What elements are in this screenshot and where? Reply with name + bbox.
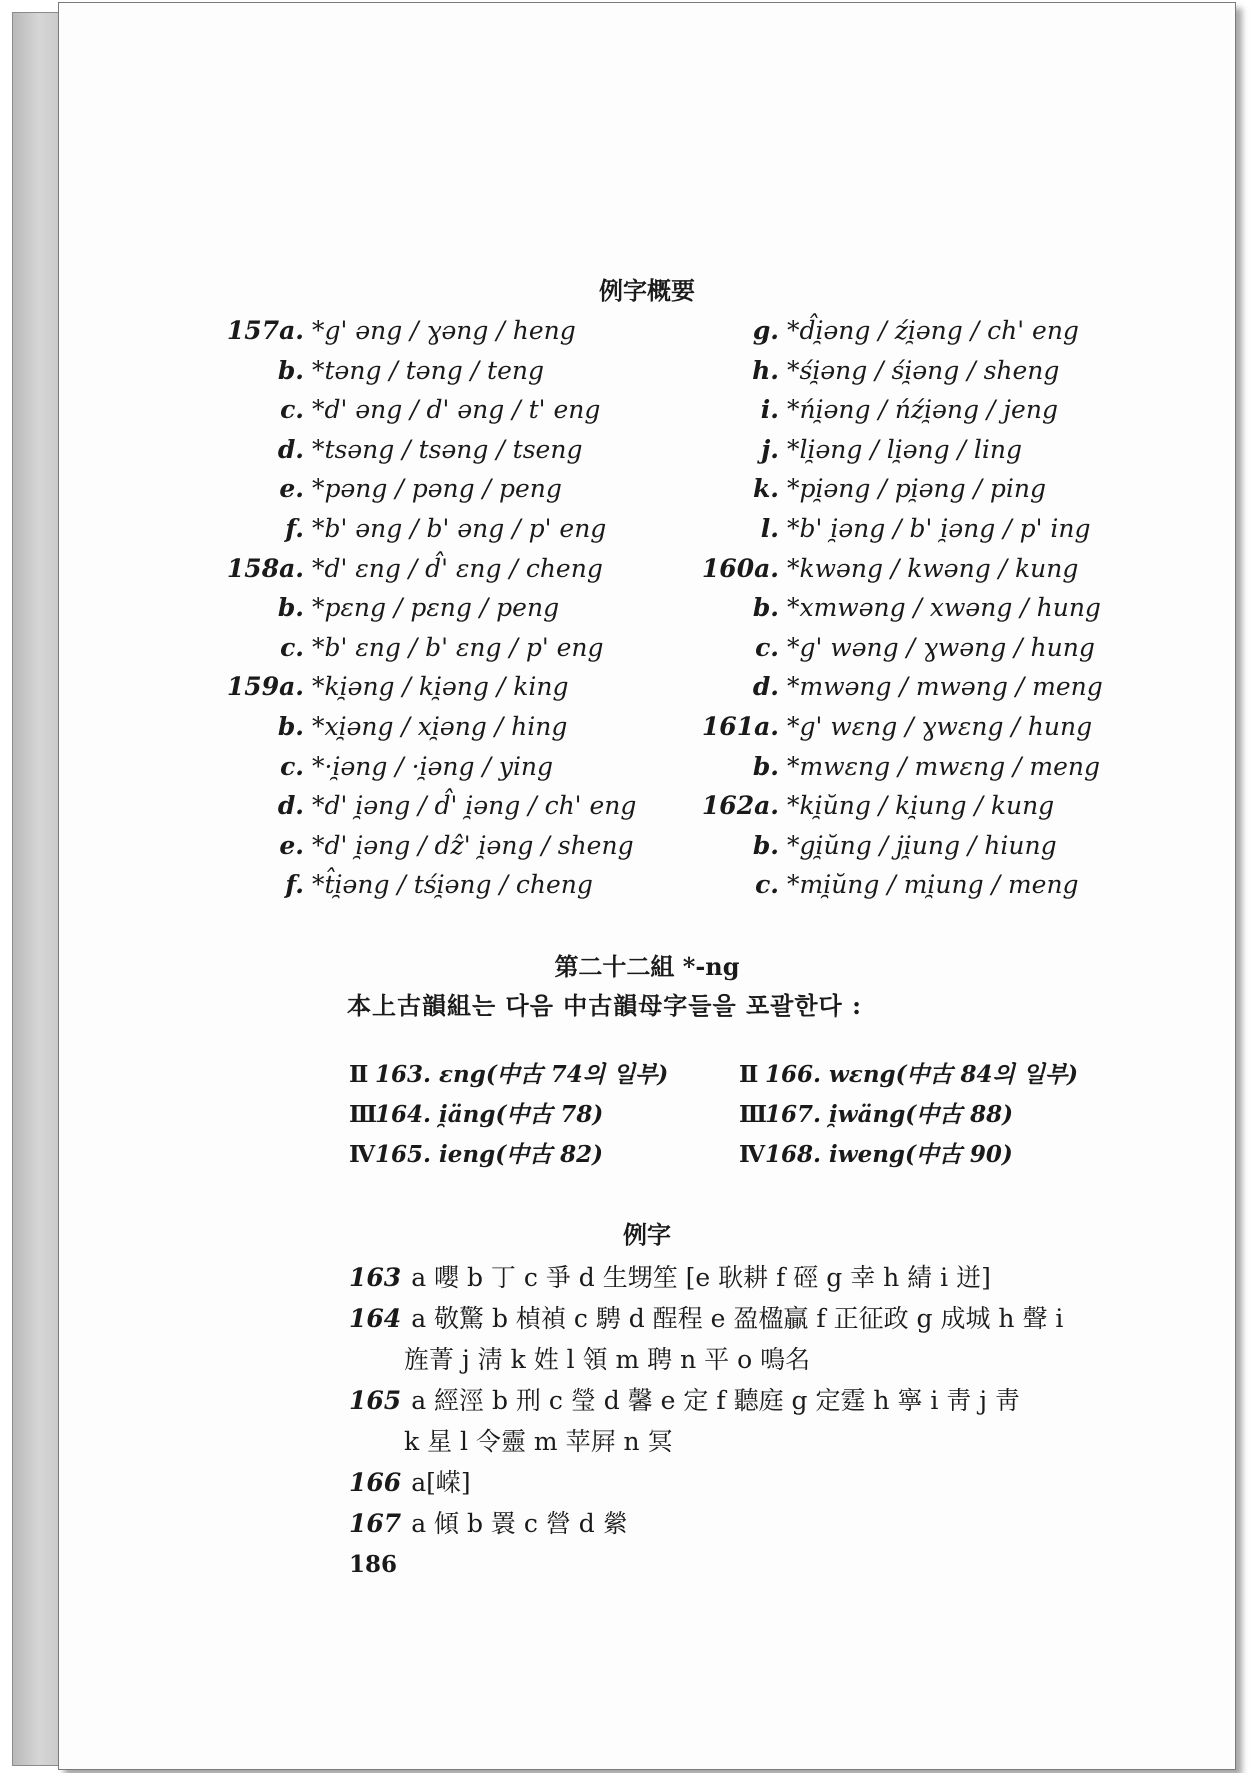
summary-row: b. *xi̯əng / xi̯əng / hing [277,711,568,741]
section-heading: 第二十二組 *-ng [554,952,740,981]
summary-row: b. *xmwəng / xwəng / hung [752,593,1101,623]
summary-row: e. *pəng / pəng / peng [279,474,562,504]
summary-row: b. *gi̯ŭng / ji̯ung / hiung [752,830,1057,860]
summary-row: 161a. *g' wɛng / ɣwɛng / hung [701,711,1093,741]
example-line: 旌菁 j 淸 k 姓 l 領 m 聘 n 平 o 鳴名 [404,1345,811,1374]
summary-row: 157a. *g' əng / ɣəng / heng [226,316,576,345]
example-line: k 星 l 令靈 m 苹屛 n 冥 [404,1427,673,1456]
rhyme-row: Ⅱ 166. wɛng(中古 84의 일부) [739,1061,1079,1088]
summary-row: d. *mwəng / mwəng / meng [752,672,1103,702]
summary-row: l. *b' i̯əng / b' i̯əng / p' ing [760,513,1091,543]
summary-row: b. *pɛng / pɛng / peng [277,593,560,623]
summary-row: k. *pi̯əng / pi̯əng / ping [752,474,1047,504]
example-line: 163 a 嚶 b 丁 c 爭 d 生甥笙 [e 耿耕 f 硜 g 幸 h 綪 i 迸] [349,1263,991,1292]
summary-row: b. *mwɛng / mwɛng / meng [752,751,1100,781]
rhyme-row: Ⅲ164. i̯äng(中古 78) [349,1101,604,1128]
rhyme-left-column [349,1055,668,1175]
summary-title: 例字概要 [599,276,695,305]
page-number: 186 [349,1551,398,1578]
summary-row: 160a. *kwəng / kwəng / kung [701,553,1079,583]
rhyme-right-column [739,1055,1078,1175]
summary-row: c. *d' əng / d' əng / t' eng [280,395,601,425]
example-line: 164 a 敬驚 b 楨禎 c 騁 d 酲程 e 盈楹贏 f 正征政 g 成城 h 聲 i [349,1304,1064,1333]
examples-heading: 例字 [623,1220,671,1249]
page-content [59,3,1235,1769]
summary-row: 159a. *ki̯əng / ki̯əng / king [226,672,569,702]
summary-row: h. *śi̯əng / śi̯əng / sheng [752,355,1060,385]
summary-row: f. *t̂i̯əng / tśi̯əng / cheng [285,870,593,900]
summary-row: 162a. *ki̯ŭng / ki̯ung / kung [701,791,1055,821]
example-line: 167 a 傾 b 瞏 c 營 d 縈 [349,1509,628,1538]
summary-row: b. *təng / təng / teng [277,355,544,385]
summary-row: f. *b' əng / b' əng / p' eng [285,513,607,543]
examples-list [349,1257,1159,1544]
summary-row: c. *b' ɛng / b' ɛng / p' eng [280,632,604,662]
summary-row: j. *li̯əng / li̯əng / ling [761,434,1023,464]
summary-row: e. *d' i̯əng / dẑ' i̯əng / sheng [279,830,634,860]
summary-row: d. *tsəng / tsəng / tseng [277,434,583,464]
example-line: 166 a[嵘] [349,1468,471,1497]
rhyme-row: Ⅱ 163. ɛng(中古 74의 일부) [349,1061,669,1088]
summary-right-column [649,311,1251,905]
book-spine [12,12,62,1766]
rhyme-row: Ⅲ167. i̯wäng(中古 88) [739,1101,1014,1128]
book-page [58,2,1236,1770]
summary-row: d. *d' i̯əng / d̂' i̯əng / ch' eng [277,791,637,821]
summary-row: 158a. *d' ɛng / d̂' ɛng / cheng [226,553,603,583]
summary-row: i. *ńi̯əng / ńźi̯əng / jeng [760,395,1058,425]
summary-row: c. *g' wəng / ɣwəng / hung [755,632,1095,662]
summary-row: g. *d̂i̯əng / źi̯əng / ch' eng [752,316,1079,345]
summary-row: c. *·i̯əng / ·i̯əng / ying [280,751,554,781]
rhyme-row: Ⅳ165. ieng(中古 82) [349,1141,603,1168]
example-line: 165 a 經涇 b 刑 c 瑩 d 馨 e 定 f 聽庭 g 定霆 h 寧 i 靑 j 靑 [349,1386,1020,1415]
section-intro: 本上古韻組는 다음 中古韻母字들을 포괄한다 : [347,991,862,1020]
summary-row: c. *mi̯ŭng / mi̯ung / meng [755,870,1079,900]
rhyme-row: Ⅳ168. iweng(中古 90) [739,1141,1013,1168]
